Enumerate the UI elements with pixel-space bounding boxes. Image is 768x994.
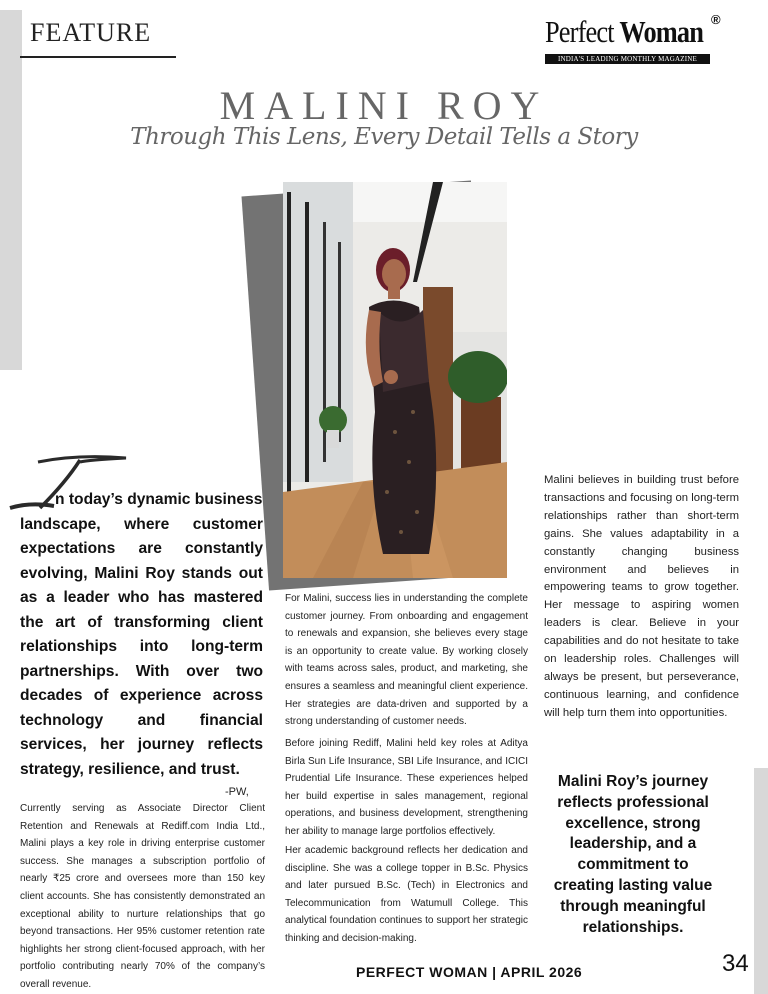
article-title: MALINI ROY: [219, 83, 549, 128]
body-paragraph-middle-3: Her academic background reflects her dedication and discipline. She was a college topper in B.Sc. Physics and later pursued B.Sc. (Tech) in Electronics and Telecommunication from Watumull College. This analytical foundation continues to support her strategic thinking and decision-making.: [285, 845, 528, 944]
author-signature: -PW,: [225, 786, 249, 798]
body-paragraph-middle-1: For Malini, success lies in understanding the complete customer journey. From onboarding and engagement to renewals and expansion, she believes every stage is an opportunity to create value. By working closely with teams across sales, product, and marketing, she ensures a seamless and meaningful client experience. Her strategies are data-driven and supported by a strong understanding of customer needs.: [285, 593, 528, 728]
section-label: FEATURE: [30, 18, 152, 47]
footer-issue: PERFECT WOMAN | APRIL 2026: [356, 964, 583, 980]
section-underline: [20, 56, 176, 58]
magazine-name-part1: Perfect: [545, 14, 614, 49]
left-accent-bar: [0, 10, 22, 370]
body-paragraph-left: Currently serving as Associate Director Client Retention and Renewals at Rediff.com India Ltd., Malini plays a key role in driving enterprise customer success. She manages a subscription portfolio of nearly ₹25 crore and oversees more than 150 key client accounts. She has consistently demonstrated an exceptional ability to nurture relationships that go beyond transactions. Her 95% customer retention rate highlights her strong client-focused approach, with her portfolio contributing nearly 70% of the company’s overall revenue.: [20, 803, 265, 990]
lead-first-line: n today’s dynamic business: [55, 491, 263, 508]
portrait-illustration: [283, 182, 507, 578]
right-accent-bar: [754, 768, 768, 994]
lead-paragraph: [20, 488, 263, 782]
magazine-name: [545, 14, 715, 50]
page-number: 34: [722, 950, 749, 977]
body-paragraph-middle-2: Before joining Rediff, Malini held key roles at Aditya Birla Sun Life Insurance, SBI Life Insurance, and ICICI Prudential Life Insurance. These experiences helped her build expertise in sales management, regional operations, and business development, strengthening her ability to manage large portfolios effectively.: [285, 738, 528, 837]
portrait-photo: [283, 182, 507, 578]
registered-mark: ®: [711, 12, 721, 27]
article-subtitle: Through This Lens, Every Detail Tells a Story: [130, 124, 638, 150]
magazine-logo: [545, 14, 745, 64]
magazine-tagline: INDIA'S LEADING MONTHLY MAGAZINE: [545, 54, 710, 64]
pull-quote: Malini Roy’s journey reflects professional excellence, strong leadership, and a commitment to creating lasting value through meaningful relationships.: [553, 773, 713, 936]
body-paragraph-right: Malini believes in building trust before transactions and focusing on long-term relationships rather than short-term gains. She values adaptability in a constantly changing business environment and believes in empowering teams to grow together. Her message to aspiring women leaders is clear. Believe in your capabilities and do not hesitate to take on leadership roles. Challenges will always be present, but perseverance, continuous learning, and confidence will help turn them into opportunities.: [544, 474, 739, 719]
magazine-name-part2: Woman: [619, 14, 704, 49]
lead-body: landscape, where customer expectations are constantly evolving, Malini Roy stands out as a leader who has mastered the art of transforming client relationships into long-term partnerships. With over two decades of experience across technology and financial services, her journey reflects strategy, resilience, and trust.: [20, 515, 263, 778]
